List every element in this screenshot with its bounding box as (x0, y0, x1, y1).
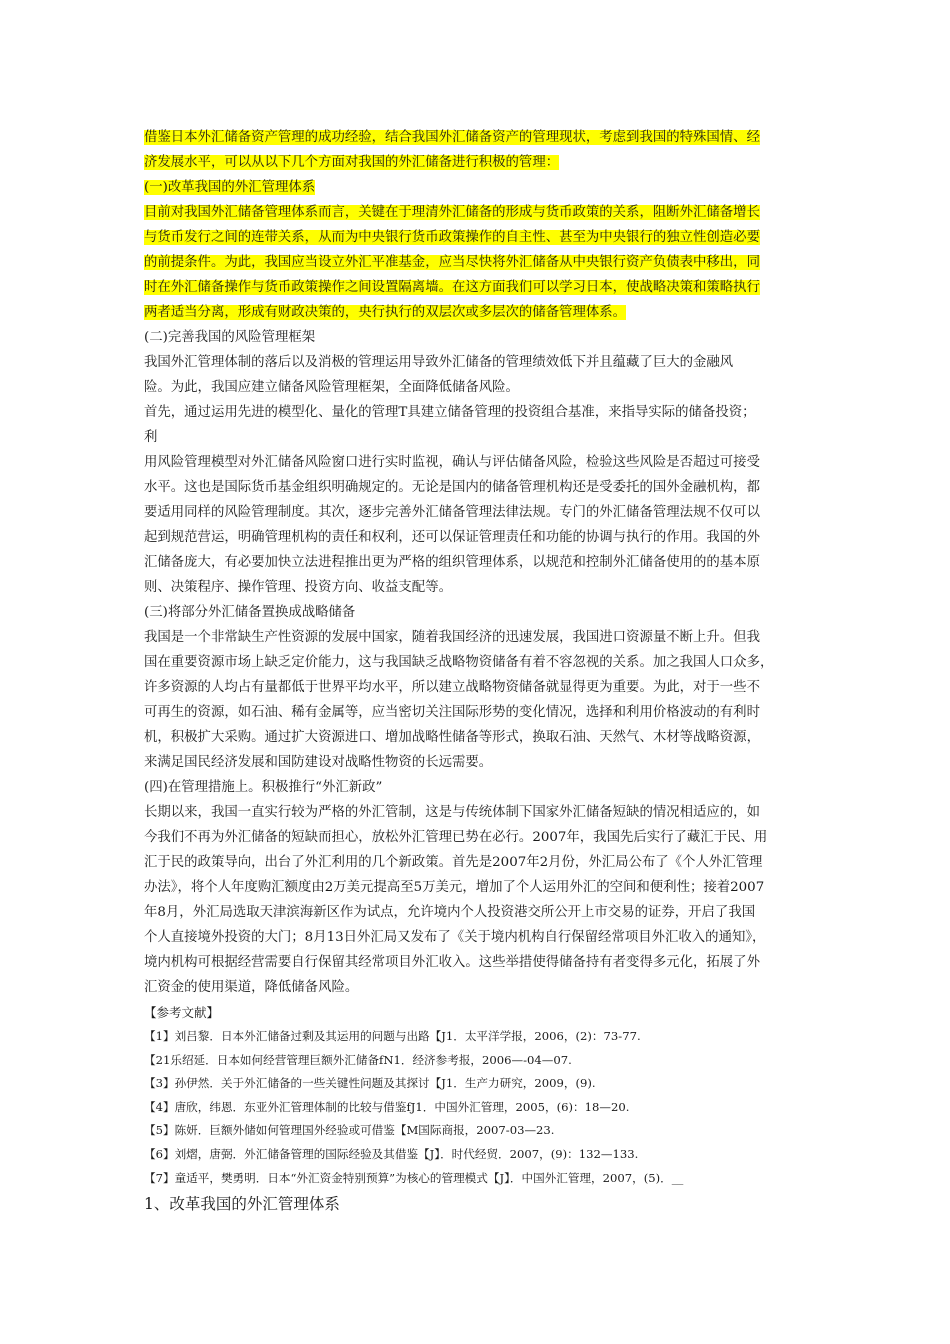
reference-item-5: 【5】陈妍．巨额外储如何管理国外经验或可借鉴【M国际商报，2007-03—23. (144, 1123, 555, 1138)
section2-line-9: 汇储备庞大，有必要加快立法进程推出更为严格的组织管理体系，以规范和控制外汇储备使用的的基本原 (144, 555, 760, 570)
section2-line-8: 起到规范营运，明确管理机构的责任和权利，还可以保证管理责任和功能的协调与执行的作用。我国的外 (144, 530, 760, 545)
section4-line-6: 个人直接境外投资的大门；8月13日外汇局又发布了《关于境内机构自行保留经常项目外汇收入的通知》， (144, 930, 766, 945)
section4-line-5: 年8月，外汇局选取天津滨海新区作为试点，允许境内个人投资港交所公开上市交易的证券，开启了我国 (144, 905, 756, 920)
section1-line-2: 与货币发行之间的连带关系，从而为中央银行货币政策操作的自主性、甚至为中央银行的独立性创造必要 (144, 230, 760, 245)
section4-line-1: 长期以来，我国一直实行较为严格的外汇管制，这是与传统体制下国家外汇储备短缺的情况相适应的，如 (144, 805, 760, 820)
section1-line-3: 的前提条件。为此，我国应当设立外汇平准基金，应当尽快将外汇储备从中央银行资产负债表中移出，同 (144, 255, 760, 270)
section4-line-2: 今我们不再为外汇储备的短缺而担心，放松外汇管理已势在必行。2007年，我国先后实行了藏汇于民、用 (144, 830, 768, 845)
section3-line-3: 许多资源的人均占有量都低于世界平均水平，所以建立战略物资储备就显得更为重要。为此，对于一些不 (144, 680, 760, 695)
reference-item-7: 【7】童适平，樊勇明．日本“外汇资金特别预算”为核心的管理模式【J】．中国外汇管理，2007，(5)．__ (144, 1170, 684, 1185)
reference-item-6: 【6】刘熠，唐弼．外汇储备管理的国际经验及其借鉴【J】．时代经贸．2007，(9)：132—133. (144, 1146, 639, 1161)
section1-line-4: 时在外汇储备操作与货币政策操作之间设置隔离墙。在这方面我们可以学习日本，使战略决策和策略执行 (144, 280, 760, 295)
document-page (144, 125, 814, 1217)
section2-line-2: 险。为此，我国应建立储备风险管理框架，全面降低储备风险。 (144, 380, 519, 395)
section3-line-1: 我国是一个非常缺生产性资源的发展中国家，随着我国经济的迅速发展，我国进口资源量不断上升。但我 (144, 630, 760, 645)
section3-line-5: 机，积极扩大采购。通过扩大资源进口、增加战略性储备等形式，换取石油、天然气、木材等战略资源， (144, 730, 760, 745)
section3-line-2: 国在重要资源市场上缺乏定价能力，这与我国缺乏战略物资储备有着不容忽视的关系。加之我国人口众多， (144, 655, 774, 670)
section1-heading: (一)改革我国的外汇管理体系 (144, 180, 316, 195)
reference-item-3: 【3】孙伊然．关于外汇储备的一些关键性问题及其探讨【J1．生产力研究，2009，(9). (144, 1076, 596, 1091)
section4-heading: (四)在管理措施上。积极推行“外汇新政” (144, 780, 383, 795)
section1-line-5: 两者适当分离，形成有财政决策的，央行执行的双层次或多层次的储备管理体系。 (144, 305, 627, 320)
section2-line-6: 水平。这也是国际货币基金组织明确规定的。无论是国内的储备管理机构还是受委托的国外金融机构，都 (144, 480, 760, 495)
section4-line-3: 汇于民的政策导向，出台了外汇利用的几个新政策。首先是2007年2月份，外汇局公布了《个人外汇管理 (144, 855, 763, 870)
section2-line-3: 首先，通过运用先进的模型化、量化的管理T具建立储备管理的投资组合基准，来指导实际的储备投资； (144, 405, 756, 420)
section2-line-7: 要适用同样的风险管理制度。其次，逐步完善外汇储备管理法律法规。专门的外汇储备管理法规不仅可以 (144, 505, 760, 520)
section2-line-1: 我国外汇管理体制的落后以及消极的管理运用导致外汇储备的管理绩效低下并且蕴藏了巨大的金融风 (144, 355, 734, 370)
reference-item-2: 【21乐绍延．日本如何经营管理巨额外汇储备fN1．经济参考报，2006—-04—07. (144, 1052, 572, 1067)
section3-line-4: 可再生的资源，如石油、稀有金属等，应当密切关注国际形势的变化情况，选择和利用价格波动的有利时 (144, 705, 760, 720)
section2-line-4: 利 (144, 430, 158, 445)
section4-line-7: 境内机构可根据经营需要自行保留其经常项目外汇收入。这些举措使得储备持有者变得多元化，拓展了外 (144, 955, 760, 970)
section2-heading: (二)完善我国的风险管理框架 (144, 330, 316, 345)
section1-line-1: 目前对我国外汇储备管理体系而言，关键在于理清外汇储备的形成与货币政策的关系，阻断外汇储备增长 (144, 205, 760, 220)
intro-line-2: 济发展水平，可以从以下几个方面对我国的外汇储备进行积极的管理： (144, 155, 560, 170)
intro-line-1: 借鉴日本外汇储备资产管理的成功经验，结合我国外汇储备资产的管理现状，考虑到我国的特殊国情、经 (144, 130, 760, 145)
reference-item-4: 【4】唐欣，纬恩．东亚外汇管理体制的比较与借鉴fJ1．中国外汇管理，2005，(6)：18—20. (144, 1099, 630, 1114)
reference-item-1: 【1】刘吕黎．日本外汇储备过剩及其运用的问题与出路【J1．太平洋学报，2006，(2)：73-77. (144, 1029, 641, 1043)
section2-line-5: 用风险管理模型对外汇储备风险窗口进行实时监视，确认与评估储备风险，检验这些风险是否超过可接受 (144, 455, 760, 470)
section4-line-8: 汇资金的使用渠道，降低储备风险。 (144, 980, 359, 995)
section3-line-6: 来满足国民经济发展和国防建设对战略性物资的长远需要。 (144, 755, 493, 770)
closing-heading: 1、改革我国的外汇管理体系 (144, 1195, 340, 1214)
section4-line-4: 办法》，将个人年度购汇额度由2万美元提高至5万美元，增加了个人运用外汇的空间和便利性；接着2007 (144, 880, 765, 895)
references-title: 【参考文献】 (144, 1005, 220, 1020)
section3-heading: (三)将部分外汇储备置换成战略储备 (144, 605, 356, 620)
section2-line-10: 则、决策程序、操作管理、投资方向、收益支配等。 (144, 580, 452, 595)
